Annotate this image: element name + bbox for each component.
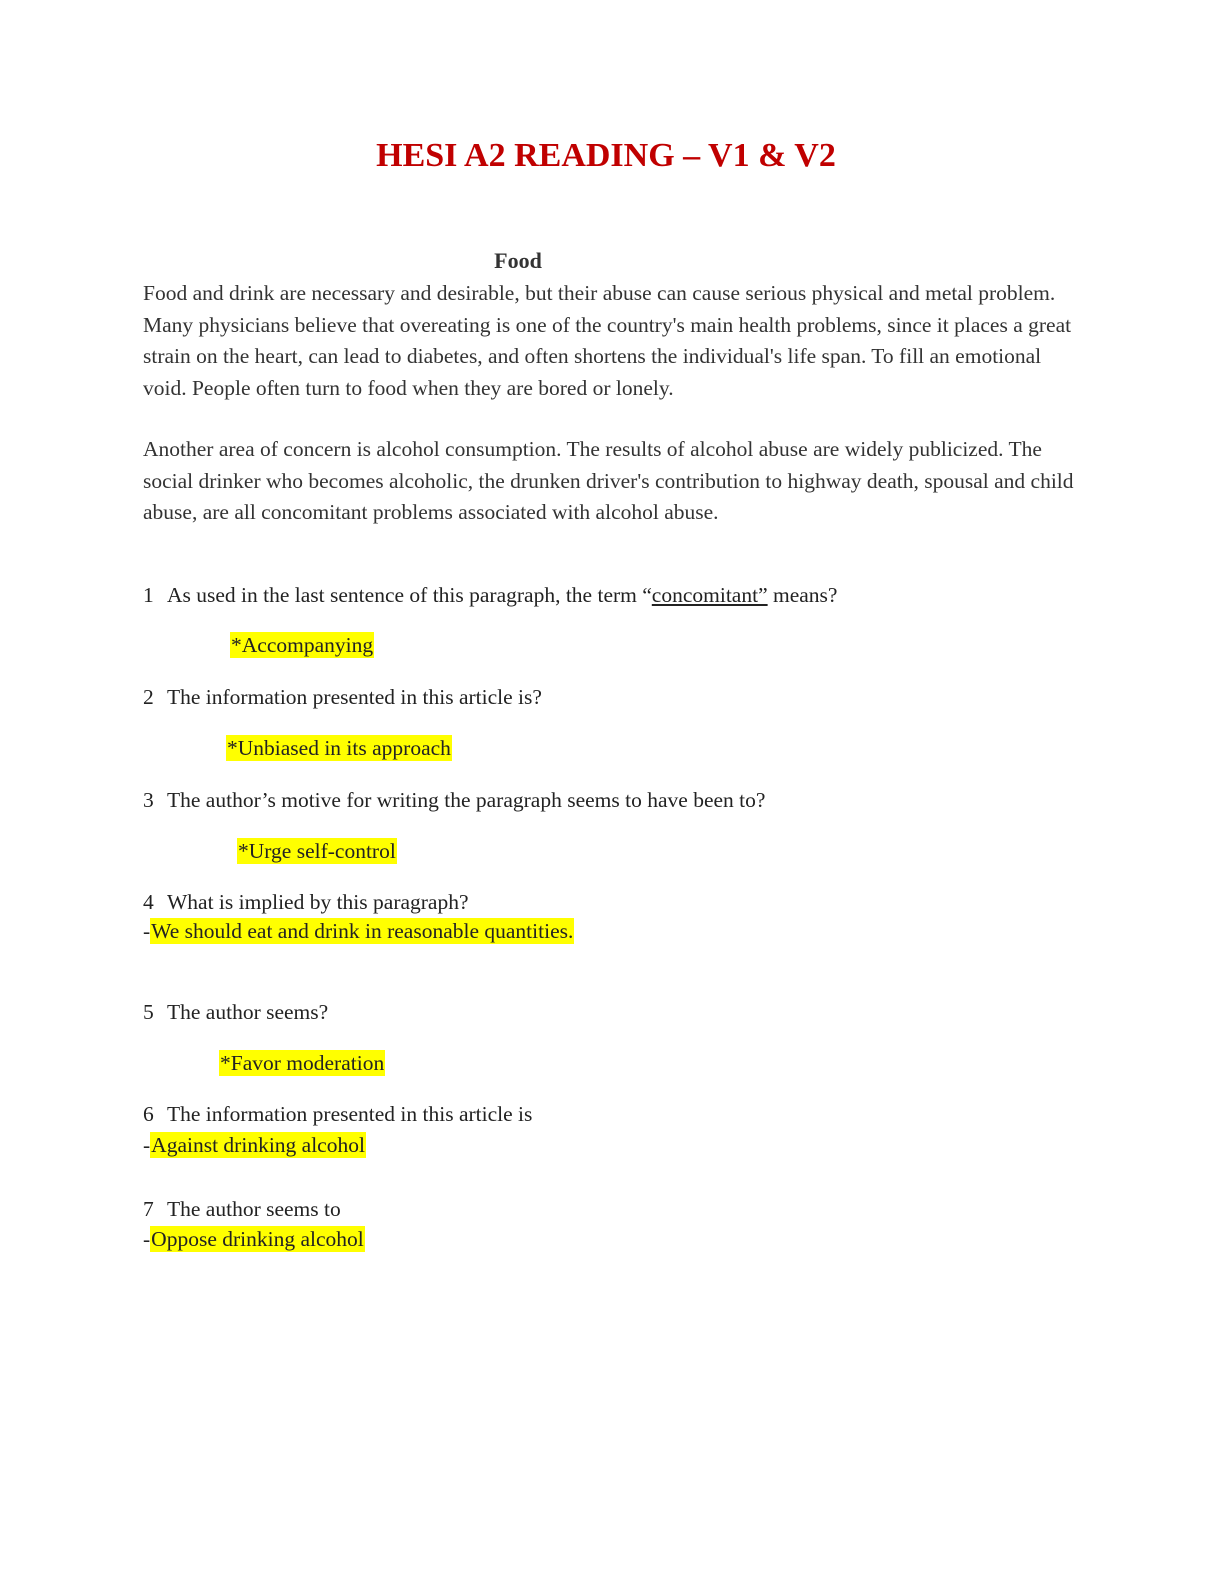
answer-prefix: - — [143, 1227, 151, 1251]
question-number: 1 — [143, 583, 154, 607]
answer-7 — [143, 1226, 365, 1253]
answer-prefix: - — [143, 919, 151, 943]
answer-highlight: Oppose drinking alcohol — [151, 1227, 364, 1251]
question-number: 4 — [143, 890, 154, 914]
question-number: 2 — [143, 685, 154, 709]
section-heading: Food — [494, 248, 542, 273]
answer-highlight: *Accompanying — [231, 633, 374, 657]
answer-5 — [219, 1050, 385, 1077]
question-term: concomitant” — [651, 583, 768, 607]
answer-3 — [237, 838, 397, 865]
question-text: means? — [767, 583, 838, 607]
question-text: The author seems? — [167, 1000, 329, 1024]
question-number: 3 — [143, 788, 154, 812]
answer-4 — [143, 918, 574, 945]
passage-paragraph: Food and drink are necessary and desirable, but their abuse can cause serious physical and metal problem. Many physicians believe that overeating is one of the country's main health problems, since it places a great strain on the heart, can lead to diabetes, and often shortens the individual's life span. To fill an emotional void. People often turn to food when they are bored or lonely. — [143, 281, 1072, 400]
answer-highlight: *Unbiased in its approach — [227, 736, 451, 760]
answer-6 — [143, 1132, 366, 1159]
question-text: The author seems to — [167, 1197, 341, 1221]
question-text: The author’s motive for writing the paragraph seems to have been to? — [167, 788, 766, 812]
question-text: The information presented in this article is? — [167, 685, 542, 709]
answer-highlight: *Urge self-control — [238, 839, 396, 863]
question-number: 7 — [143, 1197, 154, 1221]
question-number: 6 — [143, 1102, 154, 1126]
question-1 — [143, 580, 1083, 611]
answer-highlight: We should eat and drink in reasonable quantities. — [151, 919, 574, 943]
answer-prefix: - — [143, 1133, 151, 1157]
passage-paragraph: Another area of concern is alcohol consumption. The results of alcohol abuse are widely publicized. The social drinker who becomes alcoholic, the drunken driver's contribution to highway death, spousal and child abuse, are all concomitant problems associated with alcohol abuse. — [143, 437, 1074, 524]
question-number: 5 — [143, 1000, 154, 1024]
question-3 — [143, 785, 1083, 816]
answer-highlight: *Favor moderation — [220, 1051, 385, 1075]
question-text: As used in the last sentence of this paragraph, the term “ — [167, 583, 652, 607]
question-6 — [143, 1099, 1083, 1130]
question-text: What is implied by this paragraph? — [167, 890, 469, 914]
document-title: HESI A2 READING – V1 & V2 — [376, 137, 836, 174]
question-text: The information presented in this article is — [167, 1102, 533, 1126]
question-2 — [143, 682, 1083, 713]
question-7 — [143, 1194, 1083, 1225]
answer-1 — [230, 632, 374, 659]
question-4 — [143, 887, 1083, 918]
answer-2 — [226, 735, 452, 762]
answer-highlight: Against drinking alcohol — [151, 1133, 365, 1157]
question-5 — [143, 997, 1083, 1028]
